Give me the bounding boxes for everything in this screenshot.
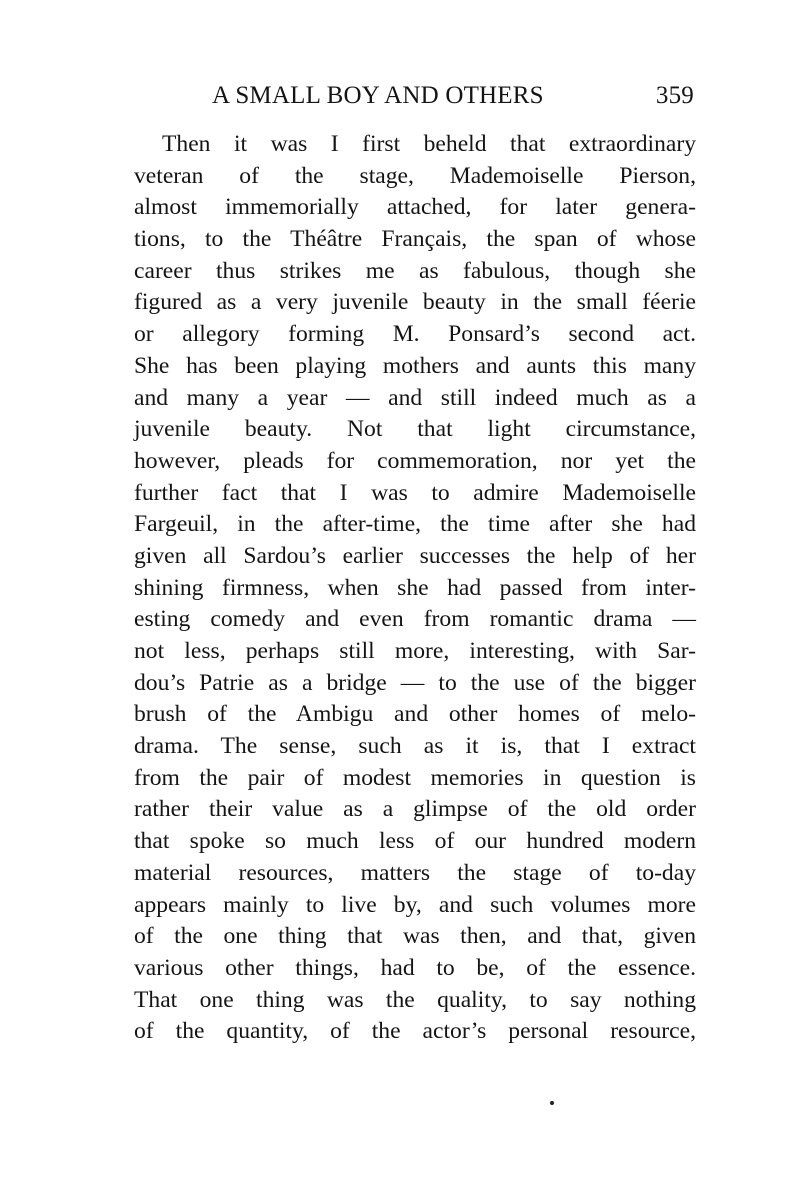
page-number: 359 [655, 82, 694, 109]
running-head [134, 82, 696, 114]
text-line: of the one thing that was then, and that, given [134, 923, 696, 950]
running-head-title: A SMALL BOY AND OTHERS [212, 82, 544, 109]
text-line: of the quantity, of the actor’s personal resource, [134, 1018, 696, 1045]
text-line: tions, to the Théâtre Français, the span of whose [134, 226, 696, 253]
text-line: She has been playing mothers and aunts this many [134, 352, 696, 379]
text-line: that spoke so much less of our hundred modern [134, 828, 696, 855]
text-line: further fact that I was to admire Mademoiselle [134, 479, 696, 506]
text-line: various other things, had to be, of the essence. [134, 954, 696, 981]
ink-speck [550, 1101, 554, 1105]
text-line: appears mainly to live by, and such volumes more [134, 891, 696, 918]
text-line: dou’s Patrie as a bridge — to the use of the bigger [134, 669, 696, 696]
text-line: shining firmness, when she had passed from inter- [134, 574, 696, 601]
text-line: from the pair of modest memories in question is [134, 764, 696, 791]
text-line: career thus strikes me as fabulous, though she [134, 257, 696, 284]
text-line: esting comedy and even from romantic drama — [134, 606, 696, 633]
text-line: given all Sardou’s earlier successes the help of her [134, 542, 696, 569]
text-line: That one thing was the quality, to say nothing [134, 986, 696, 1013]
text-line: Then it was I first beheld that extraordinary [162, 131, 696, 157]
text-line: material resources, matters the stage of to-day [134, 859, 696, 886]
text-line: and many a year — and still indeed much as a [134, 384, 696, 411]
text-line: or allegory forming M. Ponsard’s second act. [134, 321, 696, 348]
text-line: veteran of the stage, Mademoiselle Pierson, [134, 162, 696, 189]
text-line: Fargeuil, in the after-time, the time after she had [134, 511, 696, 538]
text-line: juvenile beauty. Not that light circumstance, [134, 416, 696, 443]
text-line: almost immemorially attached, for later genera- [134, 194, 696, 221]
text-line: figured as a very juvenile beauty in the small féerie [134, 289, 696, 316]
text-line: rather their value as a glimpse of the old order [134, 796, 696, 823]
text-line: drama. The sense, such as it is, that I extract [134, 733, 696, 760]
text-line: however, pleads for commemoration, nor yet the [134, 447, 696, 474]
body-text [134, 129, 696, 1048]
text-line: not less, perhaps still more, interesting, with Sar- [134, 638, 696, 664]
text-line: brush of the Ambigu and other homes of melo- [134, 701, 696, 728]
